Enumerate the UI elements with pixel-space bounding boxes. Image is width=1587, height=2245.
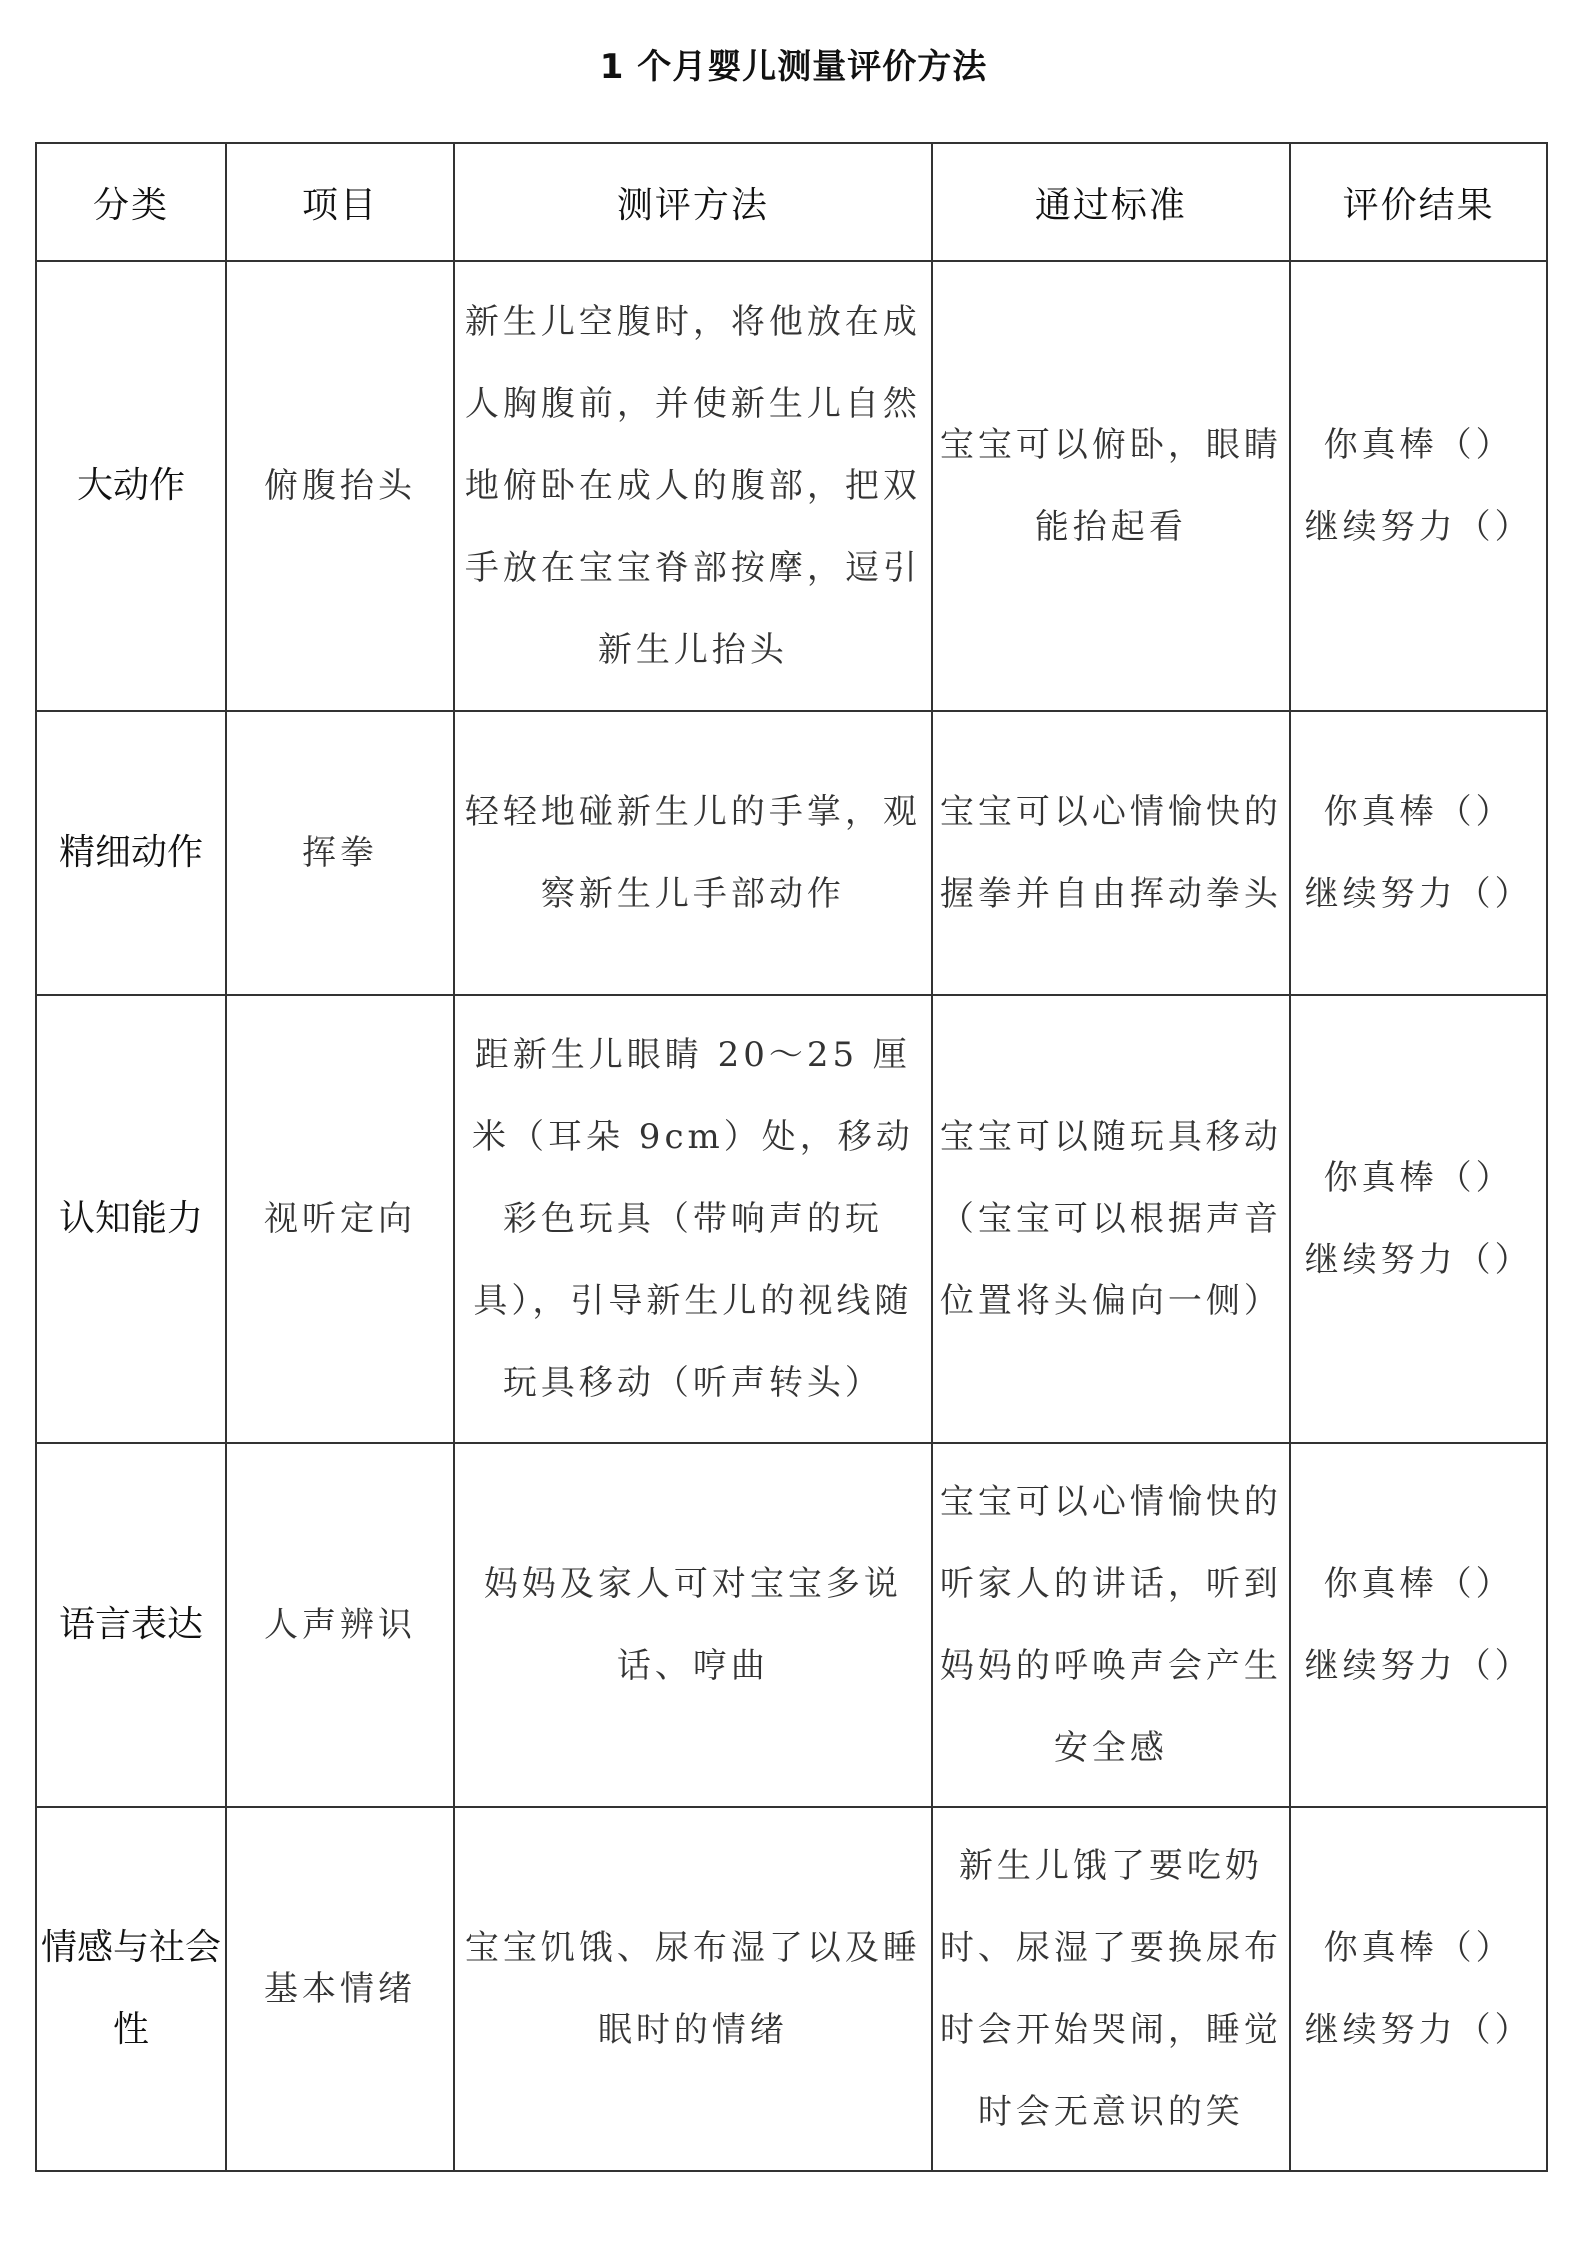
table-row [36,1807,1547,2171]
table-row [36,711,1547,995]
result-try-option[interactable]: 继续努力（） [1304,874,1533,914]
table-header-row [36,143,1547,261]
item-cell: 视听定向 [226,995,454,1443]
result-try-option[interactable]: 继续努力（） [1304,2010,1533,2050]
result-cell [1290,261,1547,711]
header-standard: 通过标准 [932,143,1290,261]
method-cell: 距新生儿眼睛 20～25 厘米（耳朵 9cm）处，移动彩色玩具（带响声的玩具），引导新生儿的视线随玩具移动（听声转头） [454,995,932,1443]
item-cell: 人声辨识 [226,1443,454,1807]
category-cell: 语言表达 [36,1443,226,1807]
category-cell: 精细动作 [36,711,226,995]
table-row [36,1443,1547,1807]
result-cell [1290,711,1547,995]
header-item: 项目 [226,143,454,261]
header-result: 评价结果 [1290,143,1547,261]
standard-cell: 宝宝可以心情愉快的握拳并自由挥动拳头 [932,711,1290,995]
method-cell: 轻轻地碰新生儿的手掌，观察新生儿手部动作 [454,711,932,995]
header-category: 分类 [36,143,226,261]
result-good-option[interactable]: 你真棒（） [1323,425,1514,465]
table-row [36,261,1547,711]
method-cell: 宝宝饥饿、尿布湿了以及睡眠时的情绪 [454,1807,932,2171]
result-good-option[interactable]: 你真棒（） [1323,1564,1514,1604]
category-cell: 情感与社会性 [36,1807,226,2171]
result-good-option[interactable]: 你真棒（） [1323,792,1514,832]
standard-cell: 宝宝可以心情愉快的听家人的讲话，听到妈妈的呼唤声会产生安全感 [932,1443,1290,1807]
table-row [36,995,1547,1443]
evaluation-table [35,142,1548,2172]
standard-cell: 宝宝可以俯卧，眼睛能抬起看 [932,261,1290,711]
result-cell [1290,1443,1547,1807]
item-cell: 俯腹抬头 [226,261,454,711]
result-cell [1290,1807,1547,2171]
standard-cell: 宝宝可以随玩具移动（宝宝可以根据声音位置将头偏向一侧） [932,995,1290,1443]
result-try-option[interactable]: 继续努力（） [1304,1646,1533,1686]
header-method: 测评方法 [454,143,932,261]
page-title: 1 个月婴儿测量评价方法 [599,47,988,87]
standard-cell: 新生儿饿了要吃奶时、尿湿了要换尿布时会开始哭闹，睡觉时会无意识的笑 [932,1807,1290,2171]
method-cell: 妈妈及家人可对宝宝多说话、哼曲 [454,1443,932,1807]
method-cell: 新生儿空腹时，将他放在成人胸腹前，并使新生儿自然地俯卧在成人的腹部，把双手放在宝宝脊部按摩，逗引新生儿抬头 [454,261,932,711]
result-good-option[interactable]: 你真棒（） [1323,1158,1514,1198]
item-cell: 挥拳 [226,711,454,995]
item-cell: 基本情绪 [226,1807,454,2171]
result-try-option[interactable]: 继续努力（） [1304,507,1533,547]
category-cell: 认知能力 [36,995,226,1443]
result-cell [1290,995,1547,1443]
result-try-option[interactable]: 继续努力（） [1304,1240,1533,1280]
category-cell: 大动作 [36,261,226,711]
result-good-option[interactable]: 你真棒（） [1323,1928,1514,1968]
